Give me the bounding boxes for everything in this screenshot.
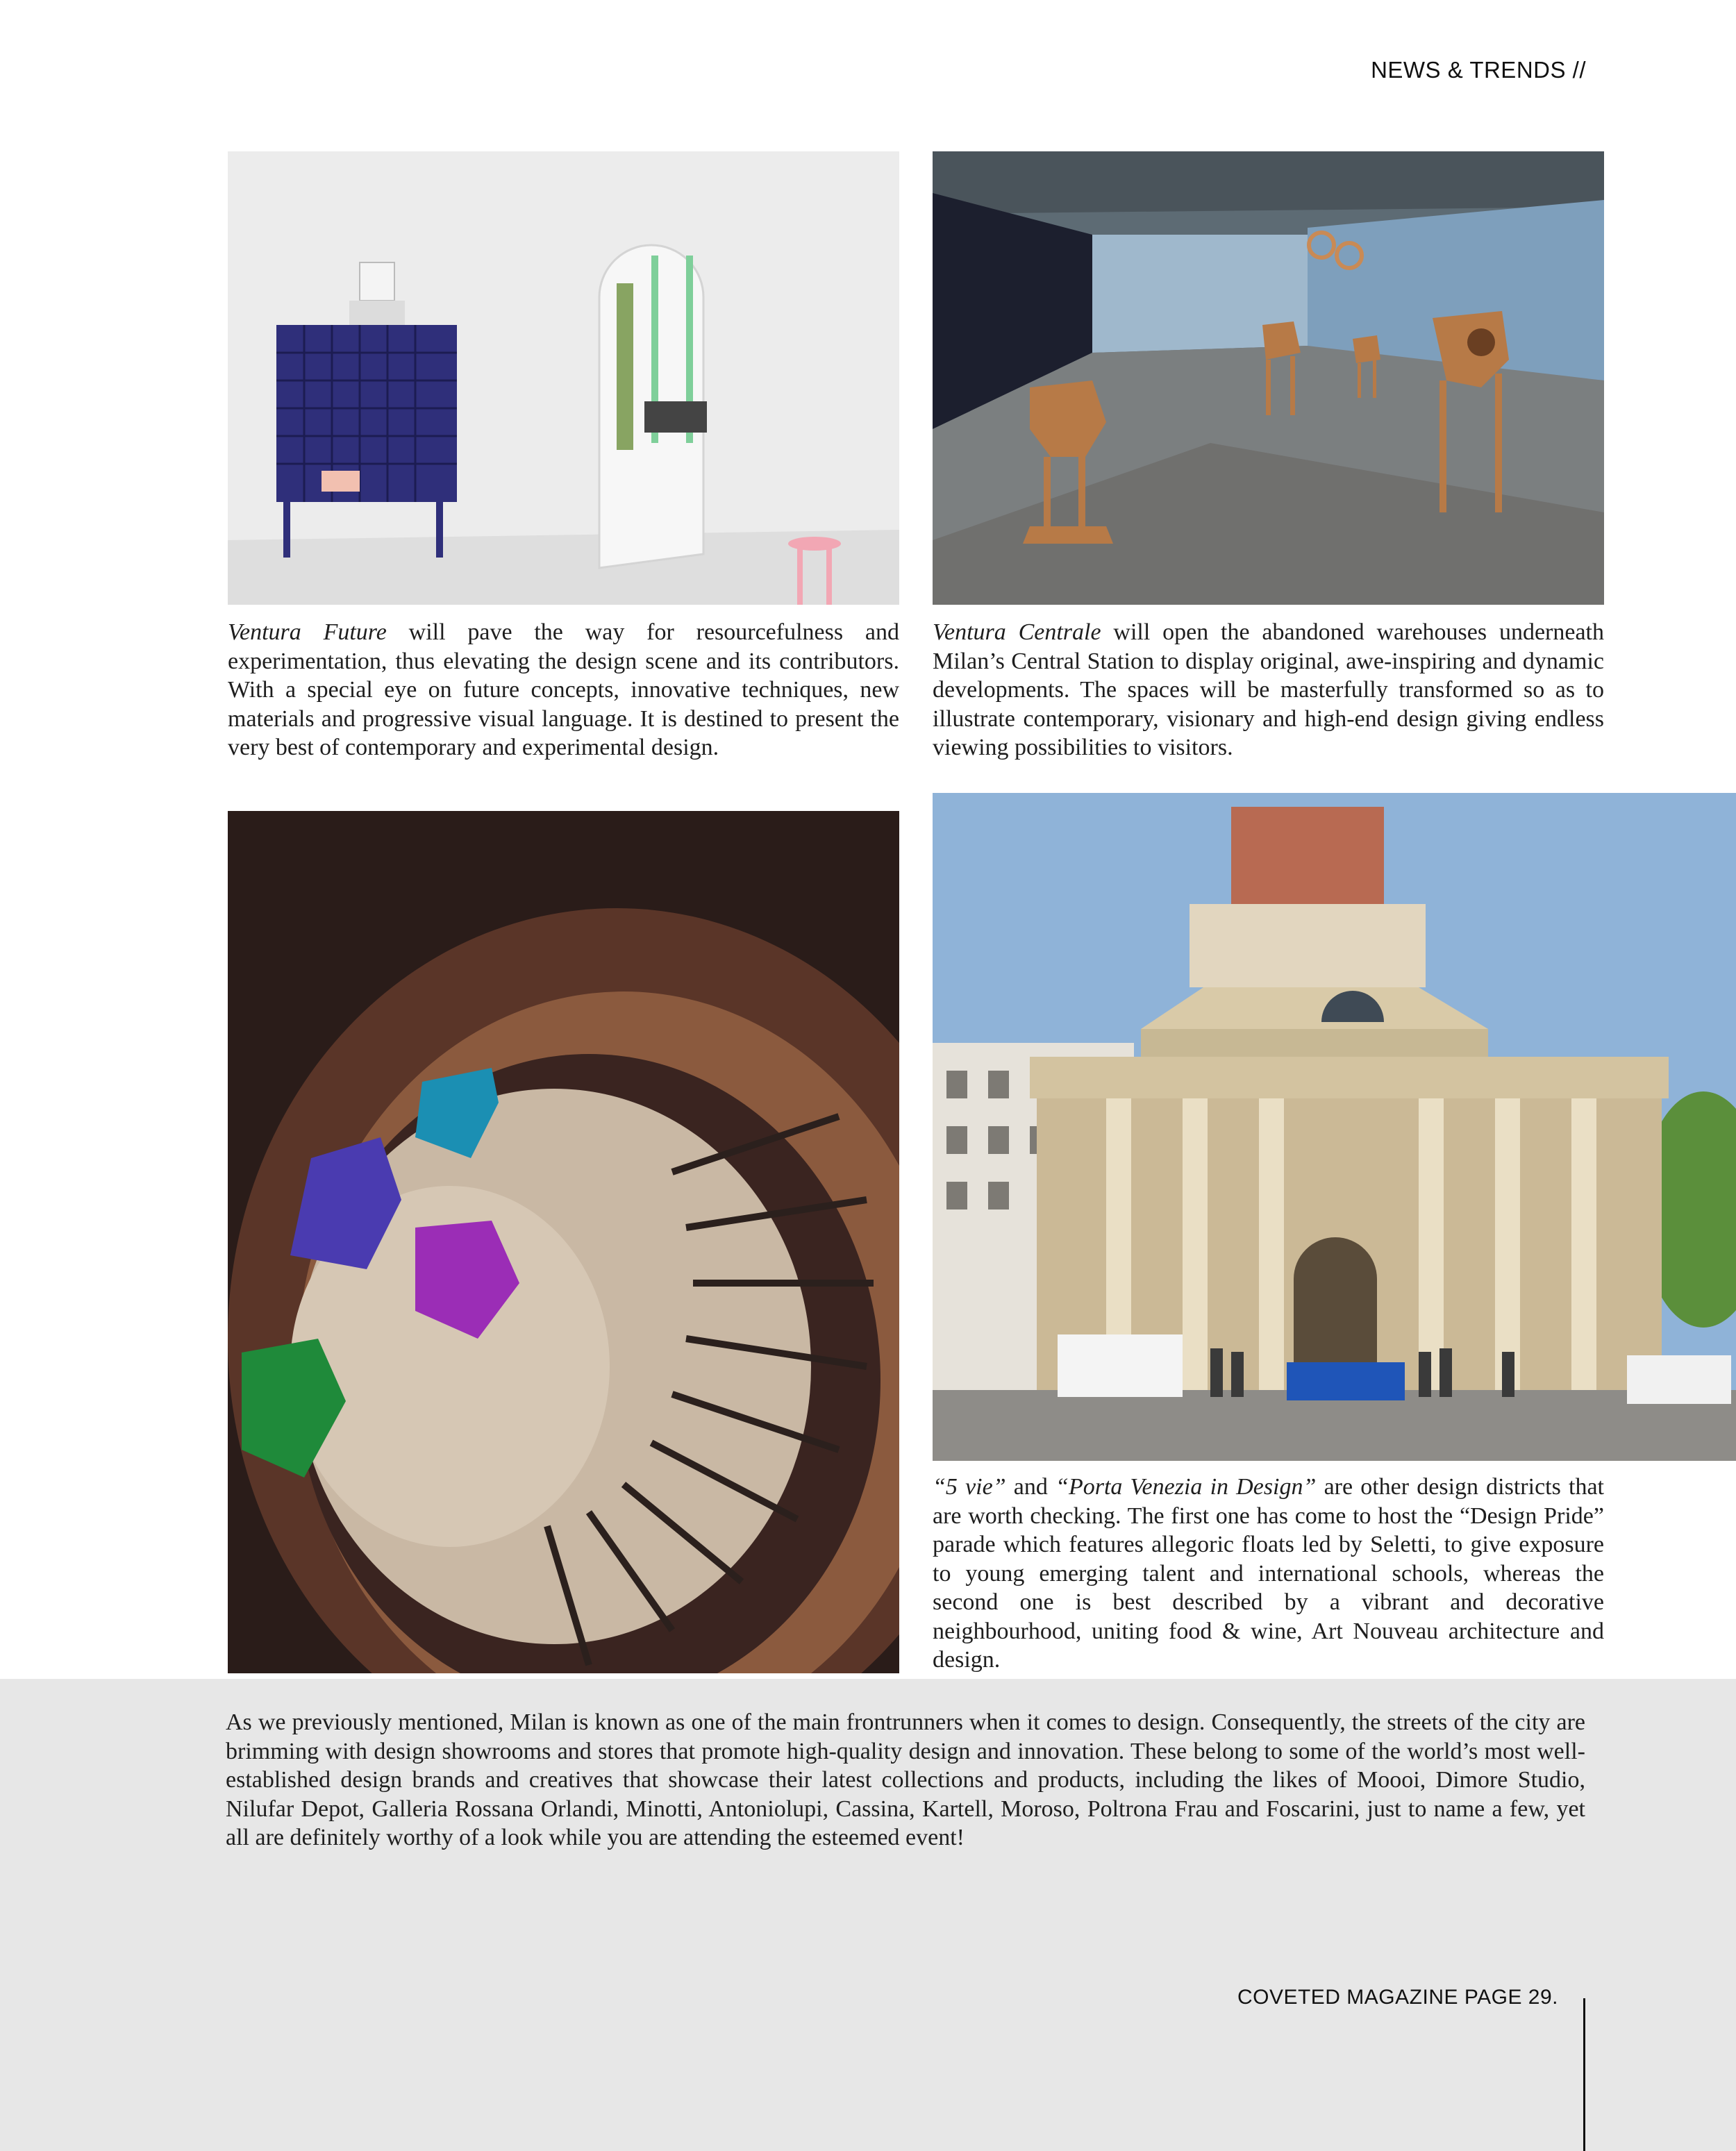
caption-text: will pave the way for resourcefulness and experimentation, thus elevating the design scene and its contributors. With a special eye on future concepts, innovative techniques, new materials and progressive visual language. It is destined to present the very best of contemporary and experimental design. xyxy=(228,619,899,760)
photo-spiral-staircase xyxy=(228,811,899,1673)
section-header: NEWS & TRENDS // xyxy=(1371,57,1586,83)
photo-ventura-centrale xyxy=(933,151,1604,605)
caption-ventura-centrale xyxy=(933,618,1604,762)
body-paragraph: As we previously mentioned, Milan is known as one of the main frontrunners when it comes to design. Consequently, the streets of the city are brimming with design showrooms and stores that promote high-quality design and innovation. These belong to some of the world’s most well-established design brands and creatives that showcase their latest collections and products, including the likes of Moooi, Dimore Studio, Nilufar Depot, Galleria Rossana Orlandi, Minotti, Antoniolupi, Cassina, Kartell, Moroso, Poltrona Frau and Foscarini, just to name a few, yet all are definitely worthy of a look while you are attending the esteemed event! xyxy=(226,1709,1585,1850)
caption-joiner: and xyxy=(1005,1474,1056,1500)
caption-design-districts xyxy=(933,1473,1604,1675)
caption-text: are other design districts that are worth checking. The first one has come to host the “Design Pride” parade which features allegoric floats led by Seletti, to give exposure to young emerging talent and international schools, whereas the second one is best described by a vibrant and decorative neighbourhood, uniting food & wine, Art Nouveau architecture and design. xyxy=(933,1474,1604,1673)
photo-porta-venezia xyxy=(933,793,1736,1461)
caption-title-5-vie: “5 vie” xyxy=(933,1474,1006,1500)
page-footer: COVETED MAGAZINE PAGE 29. xyxy=(1237,1986,1558,2009)
caption-title: Ventura Centrale xyxy=(933,619,1101,645)
caption-title-porta-venezia: “Porta Venezia in Design” xyxy=(1055,1474,1317,1500)
caption-ventura-future xyxy=(228,618,899,762)
caption-text: will open the abandoned warehouses underneath Milan’s Central Station to display original, awe-inspiring and dynamic developments. The spaces will be masterfully transformed so as to illustrate contemporary, visionary and high-end design giving endless viewing possibilities to visitors. xyxy=(933,619,1604,760)
footer-divider xyxy=(1583,1998,1585,2151)
photo-ventura-future xyxy=(228,151,899,605)
caption-title: Ventura Future xyxy=(228,619,387,645)
